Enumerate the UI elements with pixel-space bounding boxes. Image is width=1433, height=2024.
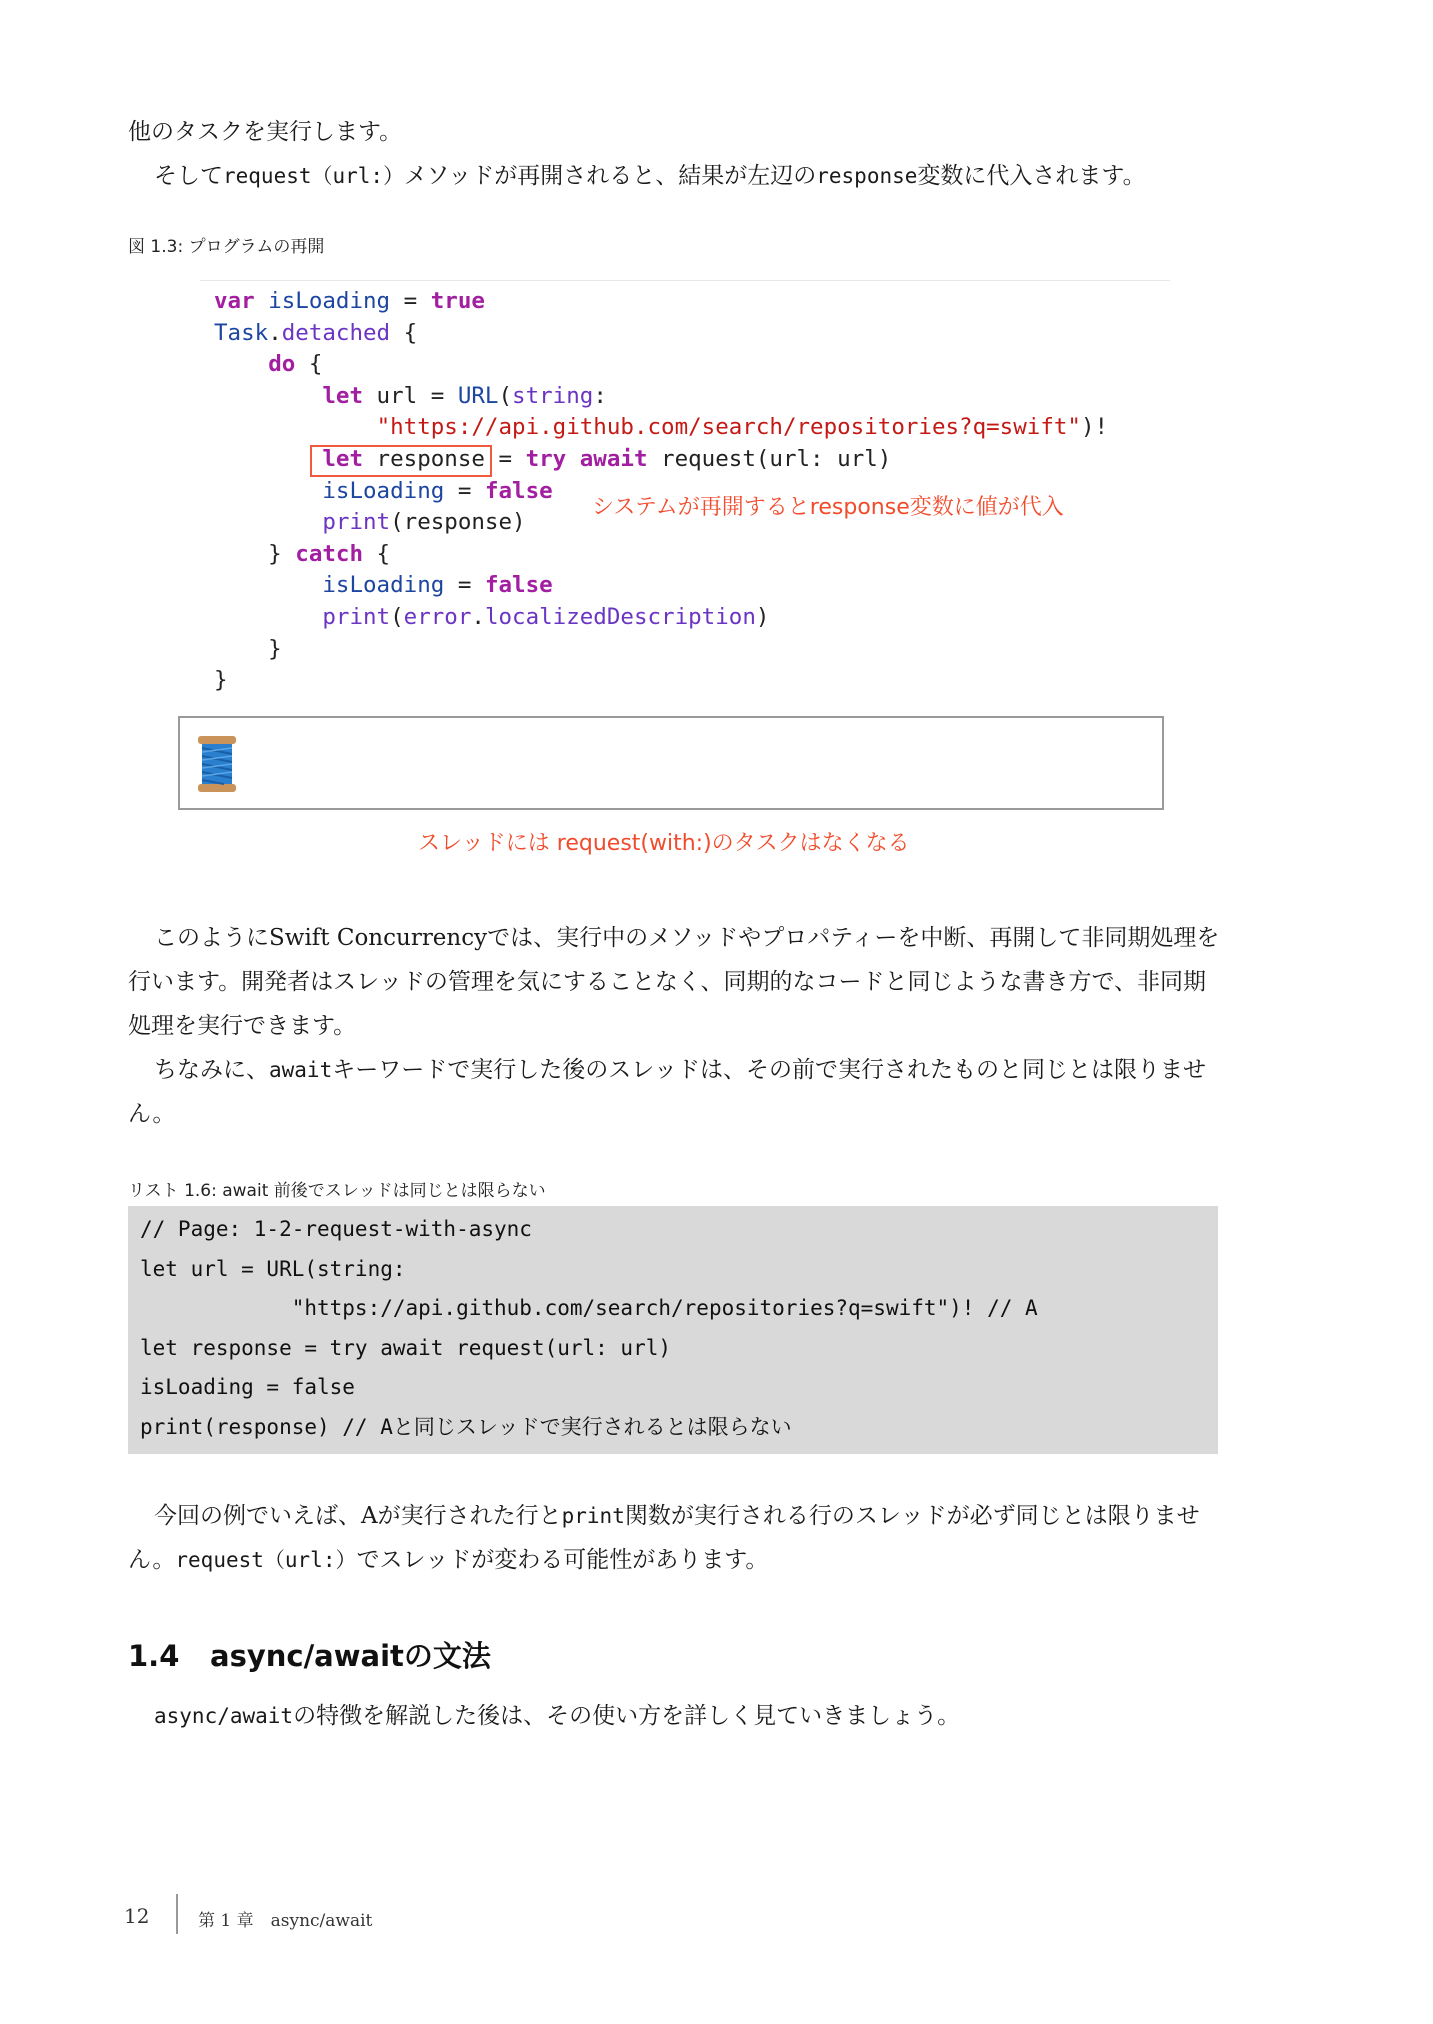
body-p2 xyxy=(128,1048,1220,1136)
text-run: でスレッドが変わる可能性があります。 xyxy=(356,1547,769,1573)
code-line: Task.detached { xyxy=(214,319,418,346)
code-listing-pre xyxy=(128,1206,1218,1451)
code-line: } catch { xyxy=(214,540,391,567)
text-run: そして xyxy=(154,163,223,189)
figure-caption: 図 1.3: プログラムの再開 xyxy=(128,237,325,257)
code-line: print(error.localizedDescription) xyxy=(322,603,770,630)
listing-line: let url = URL(string: xyxy=(140,1256,406,1281)
thread-box xyxy=(178,716,1164,810)
code-line: var isLoading = true xyxy=(214,288,485,314)
spool-of-thread-icon xyxy=(194,734,240,794)
code-line: let response = try await request(url: url) xyxy=(322,445,892,472)
code-line: } xyxy=(214,635,282,662)
code-listing xyxy=(128,1206,1218,1454)
highlight-box-let-response xyxy=(310,445,492,477)
code-line: isLoading = false xyxy=(322,477,553,504)
body-paragraph-1 xyxy=(128,916,1220,1136)
inline-code: print xyxy=(561,1504,625,1528)
listing-line: print(response) // Aと同じスレッドで実行されるとは限らない xyxy=(140,1414,792,1439)
intro-line-2 xyxy=(128,154,1220,198)
code-line: print(response) xyxy=(322,509,526,536)
code-line: "https://api.github.com/search/repositories?q=swift")! xyxy=(376,414,1109,441)
inline-code: await xyxy=(269,1058,333,1082)
intro-paragraph xyxy=(128,110,1220,198)
body3-p xyxy=(128,1694,1220,1738)
inline-code: request（url:） xyxy=(223,164,405,188)
chapter-title: 第 1 章 async/await xyxy=(198,1911,373,1931)
inline-code: async/await xyxy=(154,1704,294,1728)
listing-line: let response = try await request(url: url) xyxy=(140,1335,672,1360)
section-heading xyxy=(128,1634,491,1675)
listing-line: "https://api.github.com/search/repositories?q=swift")! // A xyxy=(140,1296,1038,1320)
code-line: do { xyxy=(268,351,323,378)
code-line: isLoading = false xyxy=(322,572,553,599)
listing-line: isLoading = false xyxy=(140,1375,355,1399)
section-title: async/awaitの文法 xyxy=(210,1639,491,1673)
text-run: ちなみに、 xyxy=(154,1057,269,1083)
body-paragraph-3 xyxy=(128,1694,1220,1738)
section-number: 1.4 xyxy=(128,1639,180,1673)
text-run: キーワードで実行した後のスレッドは、その前で実行されたものと同じとは限りません。 xyxy=(128,1057,1206,1127)
text-run: の特徴を解説した後は、その使い方を詳しく見ていきましょう。 xyxy=(293,1703,961,1729)
body2-p xyxy=(128,1494,1220,1582)
listing-line: // Page: 1-2-request-with-async xyxy=(140,1217,532,1241)
text-run: 変数に代入されます。 xyxy=(917,163,1146,189)
text-run: 今回の例でいえば、Aが実行された行と xyxy=(154,1503,562,1529)
footer-divider xyxy=(176,1894,178,1934)
inline-code: request（url:） xyxy=(175,1548,357,1572)
text-run: メソッドが再開されると、結果が左辺の xyxy=(404,163,817,189)
intro-line-1: 他のタスクを実行します。 xyxy=(128,119,403,145)
annotation-thread-empty: スレッドには request(with:)のタスクはなくなる xyxy=(418,831,910,856)
inline-code: response xyxy=(816,164,918,188)
figure-divider xyxy=(200,280,1170,281)
code-line: let url = URL(string: xyxy=(322,382,607,409)
page-number: 12 xyxy=(124,1904,150,1928)
body-paragraph-2 xyxy=(128,1494,1220,1582)
annotation-resume: システムが再開するとresponse変数に値が代入 xyxy=(592,495,1064,520)
body-p1: このようにSwift Concurrencyでは、実行中のメソッドやプロパティーを中断、再開して非同期処理を行います。開発者はスレッドの管理を気にすることなく、同期的なコードと同じような書き方で、非同期処理を実行できます。 xyxy=(128,925,1220,1039)
code-line: } xyxy=(214,667,228,694)
listing-caption: リスト 1.6: await 前後でスレッドは同じとは限らない xyxy=(128,1181,546,1201)
text-run: 関数が実行される行のスレッドが必ず同じとは限りません。 xyxy=(128,1503,1200,1573)
